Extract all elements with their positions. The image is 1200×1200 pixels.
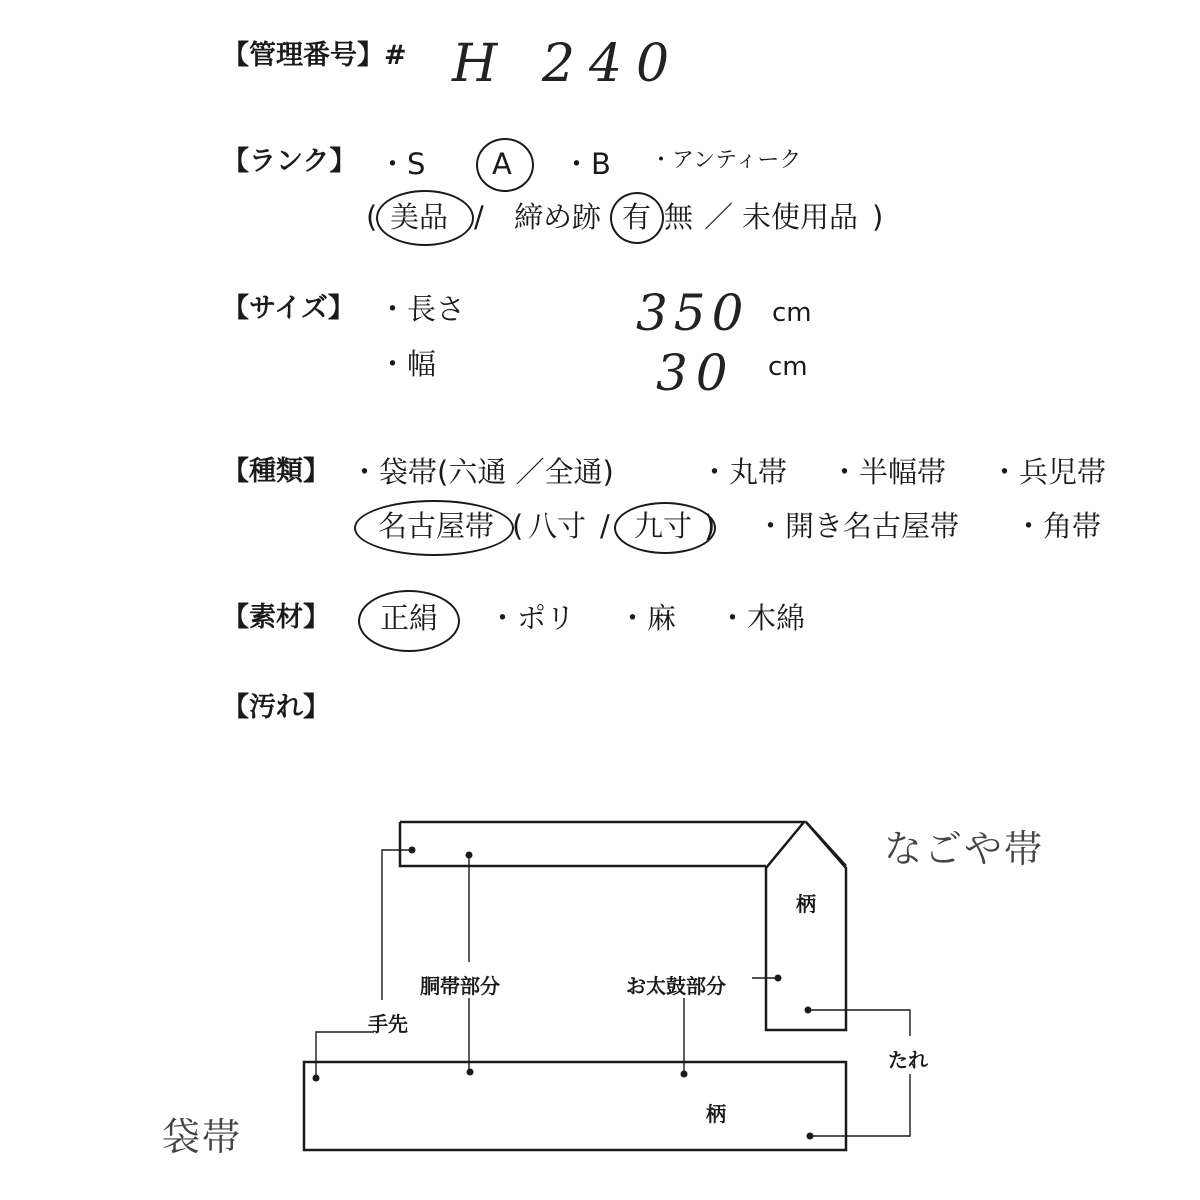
kind-kaku: ・角帯	[1014, 509, 1102, 543]
stain-label: 【汚れ】	[222, 692, 330, 723]
rank-option-b: ・B	[562, 147, 611, 181]
rank-sub-slash2: ／	[704, 200, 734, 234]
rank-label: 【ランク】	[222, 146, 357, 177]
size-length-unit: cm	[772, 298, 812, 328]
pattern-label-bottom: 柄	[706, 1102, 726, 1126]
tesaki-connector	[382, 850, 410, 1000]
rank-sub-beauty: 美品	[390, 200, 449, 234]
material-asa: ・麻	[618, 601, 677, 635]
nagoya-title: なごや帯	[884, 827, 1045, 871]
rank-sub-close: )	[872, 200, 884, 234]
pattern-label-top: 柄	[796, 892, 816, 916]
size-length-label: ・長さ	[378, 292, 466, 326]
rank-sub-mark: 締め跡	[514, 200, 602, 234]
rank-sub-no: 無	[664, 200, 694, 234]
kind-heko: ・兵児帯	[990, 455, 1107, 489]
size-label: 【サイズ】	[222, 293, 355, 324]
management-value: H 240	[452, 34, 684, 94]
material-poly: ・ポリ	[488, 601, 576, 635]
management-label: 【管理番号】#	[222, 40, 407, 71]
fukuro-title: 袋帯	[162, 1115, 243, 1159]
kind-nagoya: 名古屋帯	[378, 509, 495, 543]
rank-sub-slash1: /	[474, 200, 484, 234]
fukuro-obi-shape	[304, 1062, 846, 1150]
material-label: 【素材】	[222, 602, 330, 633]
dobu-label: 胴帯部分	[420, 974, 500, 998]
otaiko-label: お太鼓部分	[626, 974, 726, 998]
kind-slash: /	[600, 509, 610, 543]
kind-hassun: 八寸	[528, 509, 587, 543]
rank-option-a: A	[492, 147, 512, 181]
material-cotton: ・木綿	[718, 601, 806, 635]
size-length-value: 350	[636, 284, 750, 342]
kind-hiraki: ・開き名古屋帯	[756, 509, 960, 543]
rank-sub-yes: 有	[622, 200, 652, 234]
kind-label: 【種類】	[222, 456, 330, 487]
kind-paren-open: (	[512, 509, 524, 543]
tare-label: たれ	[888, 1048, 928, 1072]
kind-paren-close: )	[704, 509, 716, 543]
tesaki-label: 手先	[368, 1012, 408, 1036]
size-width-value: 30	[656, 344, 736, 402]
rank-option-antique: ・アンティーク	[650, 148, 802, 173]
rank-sub-unused: 未使用品	[742, 200, 859, 234]
kind-maru: ・丸帯	[700, 455, 788, 489]
tare-connector	[810, 1010, 910, 1036]
kind-hanhaba: ・半幅帯	[830, 455, 947, 489]
material-silk: 正絹	[380, 601, 439, 635]
kind-fukuro: ・袋帯(六通 ／全通)	[350, 455, 614, 489]
size-width-unit: cm	[768, 352, 808, 382]
rank-option-s: ・S	[378, 147, 426, 181]
rank-sub-open: (	[366, 200, 378, 234]
kind-kyusun: 九寸	[634, 509, 693, 543]
size-width-label: ・幅	[378, 347, 437, 381]
